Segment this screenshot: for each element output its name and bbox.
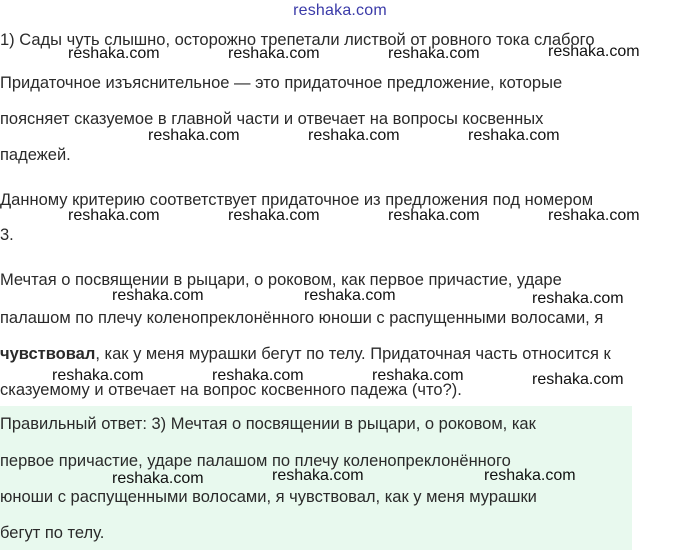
criterion-line-1: Данному критерию соответствует придаточное из предложения под номером bbox=[0, 191, 594, 209]
answer-line-4: бегут по телу. bbox=[0, 524, 105, 542]
watermark: reshaka.com bbox=[272, 467, 364, 484]
example-bold-word: чувствовал bbox=[0, 345, 96, 363]
definition-line-3: падежей. bbox=[0, 146, 71, 164]
watermark: reshaka.com bbox=[112, 287, 204, 304]
answer-paragraph-4 bbox=[0, 515, 678, 551]
watermark: reshaka.com bbox=[228, 45, 320, 62]
watermark: reshaka.com bbox=[548, 43, 640, 60]
watermark: reshaka.com bbox=[372, 367, 464, 384]
example-line-4: сказуемому и отвечает на вопрос косвенного падежа (что?). bbox=[0, 381, 462, 399]
watermark: reshaka.com bbox=[68, 45, 160, 62]
answer-line-2: первое причастие, ударе палашом по плечу коленопреклонённого bbox=[0, 452, 511, 470]
watermark: reshaka.com bbox=[148, 127, 240, 144]
watermark: reshaka.com bbox=[468, 127, 560, 144]
example-line-2: палашом по плечу коленопреклонённого юноши с распущенными волосами, я bbox=[0, 309, 604, 327]
watermark: reshaka.com bbox=[228, 207, 320, 224]
watermark: reshaka.com bbox=[548, 207, 640, 224]
definition-paragraph bbox=[0, 65, 678, 101]
watermark: reshaka.com bbox=[68, 207, 160, 224]
watermark: reshaka.com bbox=[304, 287, 396, 304]
watermark: reshaka.com bbox=[388, 45, 480, 62]
watermark: reshaka.com bbox=[484, 467, 576, 484]
answer-line-3: юноши с распущенными волосами, я чувствовал, как у меня мурашки bbox=[0, 488, 537, 506]
watermark: reshaka.com bbox=[532, 371, 624, 388]
answer-line-1: Правильный ответ: 3) Мечтая о посвящении в рыцари, о роковом, как bbox=[0, 415, 536, 433]
watermark: reshaka.com bbox=[112, 470, 204, 487]
criterion-line-2: 3. bbox=[0, 226, 14, 244]
definition-line-1: Придаточное изъяснительное — это придаточное предложение, которые bbox=[0, 74, 563, 92]
answer-paragraph bbox=[0, 406, 678, 442]
watermark: reshaka.com bbox=[388, 207, 480, 224]
watermark: reshaka.com bbox=[532, 290, 624, 307]
watermark: reshaka.com bbox=[308, 127, 400, 144]
watermark: reshaka.com bbox=[52, 367, 144, 384]
question-line: 1) Сады чуть слышно, осторожно трепетали листвой от ровного тока слабого bbox=[0, 31, 595, 49]
site-header-link[interactable]: reshaka.com bbox=[293, 2, 387, 19]
definition-line-2: поясняет сказуемое в главной части и отвечает на вопросы косвенных bbox=[0, 110, 544, 128]
example-line-3-rest: , как у меня мурашки бегут по телу. Придаточная часть относится к bbox=[95, 345, 611, 363]
example-line-1: Мечтая о посвящении в рыцари, о роковом, как первое причастие, ударе bbox=[0, 271, 562, 289]
watermark: reshaka.com bbox=[212, 367, 304, 384]
